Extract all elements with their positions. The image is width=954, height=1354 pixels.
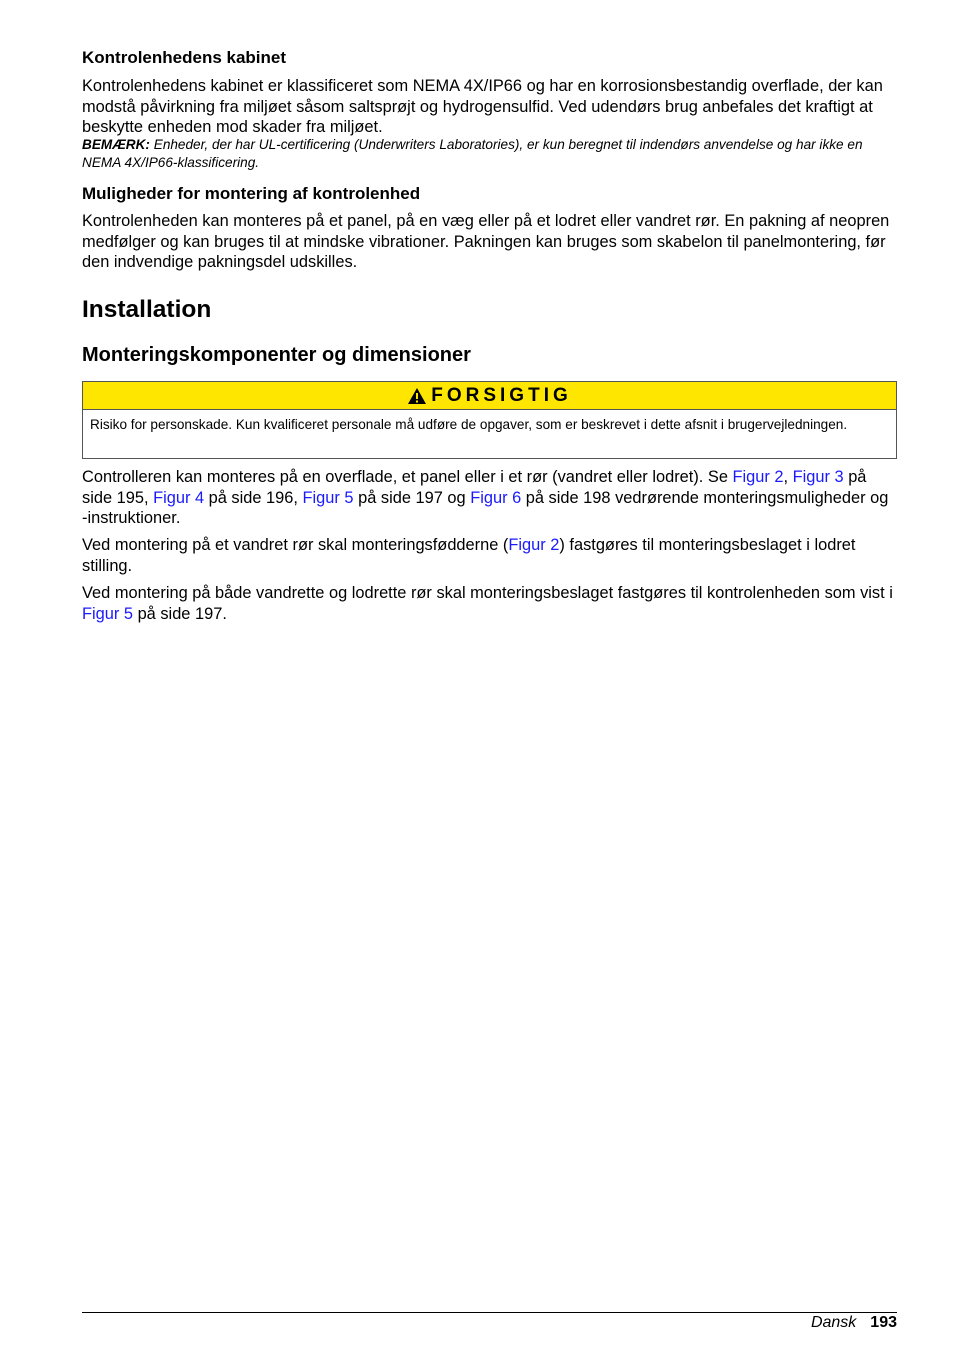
page-number: 193 [870, 1314, 897, 1331]
text-span: på side 197 og [353, 488, 471, 507]
note-label: BEMÆRK: [82, 137, 150, 152]
text-span: , [783, 468, 793, 486]
figure-3-link[interactable]: Figur 3 [792, 468, 844, 486]
page-footer [811, 1313, 897, 1333]
note-paragraph [82, 136, 897, 172]
footer-divider [82, 1312, 897, 1313]
installation-heading: Installation [82, 296, 212, 323]
text-span: Controlleren kan monteres på en overflade, et panel eller i et rør (vandret eller lodret). Se [82, 468, 733, 486]
caution-box [82, 381, 897, 459]
text-span: ) fastgøres til monteringsbeslaget i lodret stilling. [82, 536, 856, 575]
text-span: på side 196, [204, 488, 303, 507]
mounting-intro-paragraph [82, 467, 897, 529]
caution-header [83, 382, 896, 410]
horizontal-pipe-paragraph [82, 535, 897, 576]
components-heading: Monteringskomponenter og dimensioner [82, 344, 471, 366]
caution-label: FORSIGTIG [431, 384, 572, 406]
footer-language: Dansk [810, 1314, 857, 1331]
figure-2-link[interactable]: Figur 2 [508, 536, 560, 554]
text-span: Ved montering på et vandret rør skal monteringsfødderne ( [82, 536, 509, 554]
caution-text: Risiko for personskade. Kun kvalificeret personale må udføre de opgaver, som er beskrevet i dette afsnit i brugervejledningen. [90, 417, 848, 432]
pipe-mount-paragraph [82, 583, 897, 624]
figure-6-link[interactable]: Figur 6 [470, 488, 522, 507]
text-span: Ved montering på både vandrette og lodrette rør skal monteringsbeslaget fastgøres til kontrolenheden som vist i [82, 584, 893, 602]
mounting-options-heading: Muligheder for montering af kontrolenhed [82, 184, 421, 203]
text-span: på side 198 vedrørende monteringsmuligheder og -instruktioner. [82, 488, 889, 527]
figure-4-link[interactable]: Figur 4 [153, 488, 205, 507]
figure-5-link[interactable]: Figur 5 [302, 488, 354, 507]
mounting-options-paragraph: Kontrolenheden kan monteres på et panel, på en væg eller på et lodret eller vandret rør. En pakning af neopren medfølger og kan bruges til at mindske vibrationer. Pakningen kan bruges som skabelon til panelmontering, før den indvendige pakningsdel udskilles. [82, 212, 890, 271]
note-text: Enheder, der har UL-certificering (Underwriters Laboratories), er kun beregnet til indendørs anvendelse og har ikke en NEMA 4X/IP66-klassificering. [82, 137, 863, 170]
cabinet-heading: Kontrolenhedens kabinet [82, 48, 287, 67]
figure-5-link[interactable]: Figur 5 [82, 604, 134, 623]
text-span: på side 195, [82, 468, 867, 507]
warning-triangle-icon [407, 387, 427, 405]
cabinet-paragraph: Kontrolenhedens kabinet er klassificeret som NEMA 4X/IP66 og har en korrosionsbestandig overflade, der kan modstå påvirkning fra miljøet såsom saltsprøjt og hydrogensulfid. Ved udendørs brug anbefales det kraftigt at beskytte enheden mod skader fra miljøet. [82, 77, 883, 136]
figure-2-link[interactable]: Figur 2 [732, 468, 784, 486]
text-span: på side 197. [133, 604, 227, 623]
